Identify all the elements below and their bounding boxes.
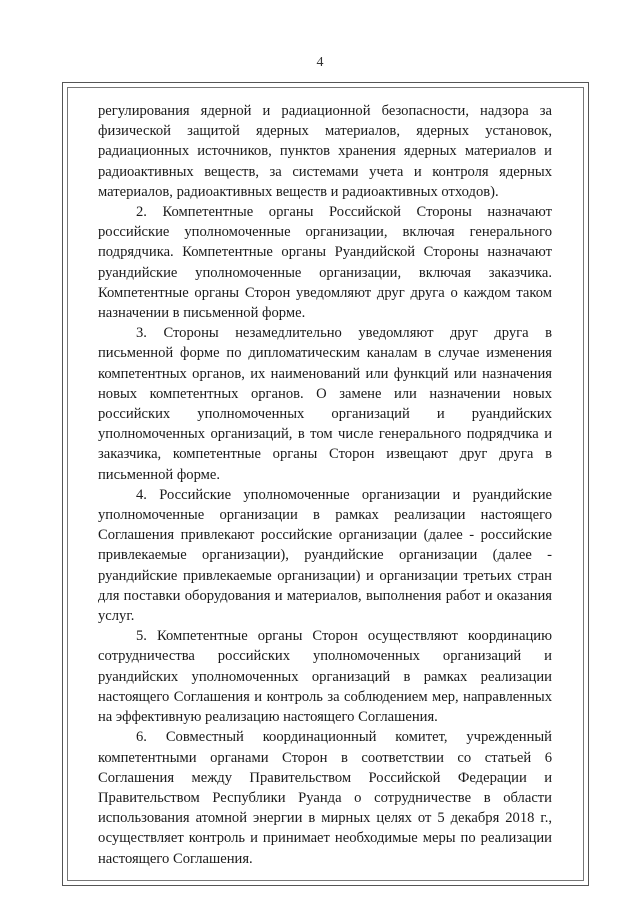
paragraph-continuation: регулирования ядерной и радиационной безопасности, надзора за физической защитой ядерных материалов, ядерных установок, радиационных источников, пунктов хранения ядерных материалов и радиоактивных веществ, за системами учета и контроля ядерных материалов, радиоактивных веществ и радиоактивных отходов). — [98, 103, 552, 200]
document-body — [98, 101, 552, 869]
paragraph-item-6: 6. Совместный координационный комитет, учрежденный компетентными органами Сторон в соответствии со статьей 6 Соглашения между Правительством Российской Федерации и Правительством Республики Руанда о сотрудничестве в области использования атомной энергии в мирных целях от 5 декабря 2018 г., осуществляет контроль и принимает необходимые меры по реализации настоящего Соглашения. — [98, 729, 552, 867]
paragraph-item-2: 2. Компетентные органы Российской Стороны назначают российские уполномоченные организации, включая генерального подрядчика. Компетентные органы Руандийской Стороны назначают руандийские уполномоченные организации, включая заказчика. Компетентные органы Сторон уведомляют друг друга о каждом таком назначении в письменной форме. — [98, 204, 552, 322]
paragraph-item-4: 4. Российские уполномоченные организации и руандийские уполномоченные организации в рамках реализации настоящего Соглашения привлекают российские организации (далее - российские привлекаемые организации), руандийские организации (далее - руандийские привлекаемые организации) и организации третьих стран для поставки оборудования и материалов, выполнения работ и оказания услуг. — [98, 486, 552, 625]
page-number: 4 — [316, 55, 324, 70]
paragraph-item-3: 3. Стороны незамедлительно уведомляют друг друга в письменной форме по дипломатическим каналам в случае изменения компетентных органов, их наименований или функций или назначения новых компетентных органов. О замене или назначении новых российских уполномоченных организаций и руандийских уполномоченных организаций, в том числе генерального подрядчика и заказчика, компетентные органы Сторон извещают друг друга в письменной форме. — [98, 325, 552, 483]
paragraph-item-5: 5. Компетентные органы Сторон осуществляют координацию сотрудничества российских уполномоченных организаций и руандийских уполномоченных организаций в рамках реализации настоящего Соглашения и контроль за соблюдением мер, направленных на эффективную реализацию настоящего Соглашения. — [98, 628, 552, 726]
